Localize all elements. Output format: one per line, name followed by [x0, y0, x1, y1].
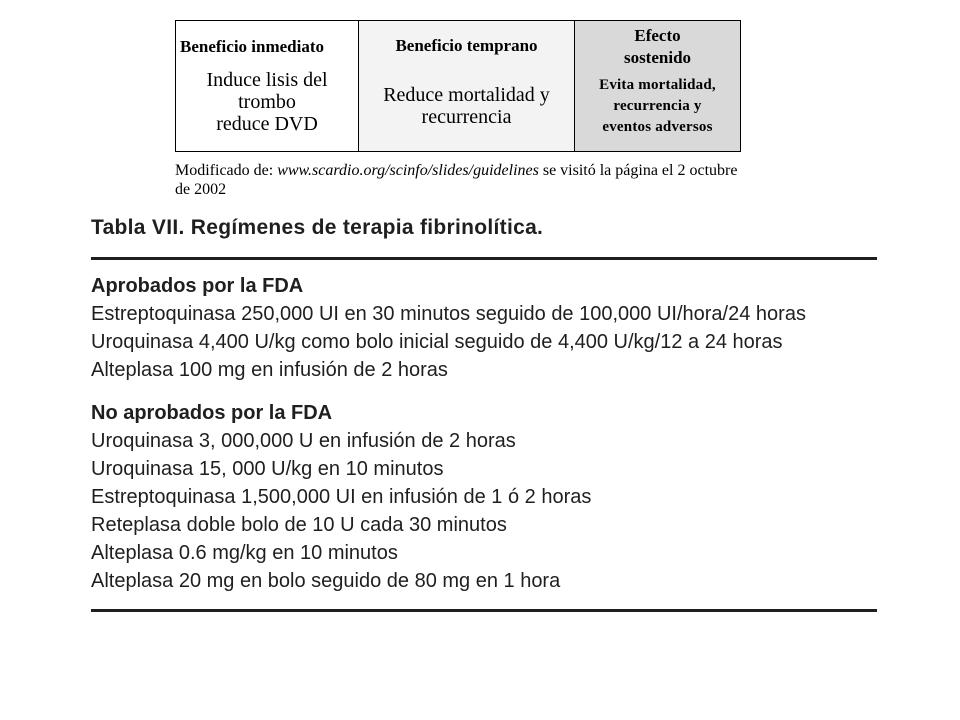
column-text: Induce lisis del trombo reduce DVD	[206, 69, 328, 135]
benefit-comparison-table	[175, 20, 741, 152]
column-header: Beneficio temprano	[395, 36, 538, 55]
list-item: Alteplasa 100 mg en infusión de 2 horas	[91, 359, 448, 381]
bottom-divider	[91, 609, 877, 612]
list-item: Reteplasa doble bolo de 10 U cada 30 minutos	[91, 514, 507, 536]
fibrinolytic-regimens-table	[91, 214, 877, 612]
table-title: Tabla VII. Regímenes de terapia fibrinolítica.	[91, 216, 544, 239]
section-heading-not-approved: No aprobados por la FDA	[91, 402, 333, 424]
list-item: Uroquinasa 3, 000,000 U en infusión de 2 horas	[91, 430, 516, 452]
top-divider	[91, 257, 877, 260]
list-item: Uroquinasa 15, 000 U/kg en 10 minutos	[91, 458, 444, 480]
list-item: Alteplasa 0.6 mg/kg en 10 minutos	[91, 542, 398, 564]
column-header: Beneficio inmediato	[180, 37, 325, 56]
list-item: Estreptoquinasa 250,000 UI en 30 minutos seguido de 100,000 UI/hora/24 horas	[91, 303, 806, 325]
source-note	[175, 161, 750, 199]
list-item: Alteplasa 20 mg en bolo seguido de 80 mg en 1 hora	[91, 570, 561, 592]
column-text: Reduce mortalidad y recurrencia	[383, 84, 550, 128]
table-row	[176, 21, 741, 152]
column-header: Efecto sostenido	[623, 26, 692, 67]
column-text: Evita mortalidad, recurrencia y eventos adversos	[599, 77, 716, 135]
column-sustained-effect	[575, 21, 741, 152]
source-prefix: Modificado de:	[175, 162, 278, 179]
column-early-benefit	[359, 21, 575, 152]
column-immediate-benefit	[176, 21, 359, 152]
source-url: www.scardio.org/scinfo/slides/guidelines	[277, 162, 539, 179]
list-item: Uroquinasa 4,400 U/kg como bolo inicial seguido de 4,400 U/kg/12 a 24 horas	[91, 331, 783, 353]
source-suffix: se visitó la página el 2 octubre de 2002	[175, 162, 738, 198]
list-item: Estreptoquinasa 1,500,000 UI en infusión de 1 ó 2 horas	[91, 486, 592, 508]
section-heading-approved: Aprobados por la FDA	[91, 275, 304, 297]
